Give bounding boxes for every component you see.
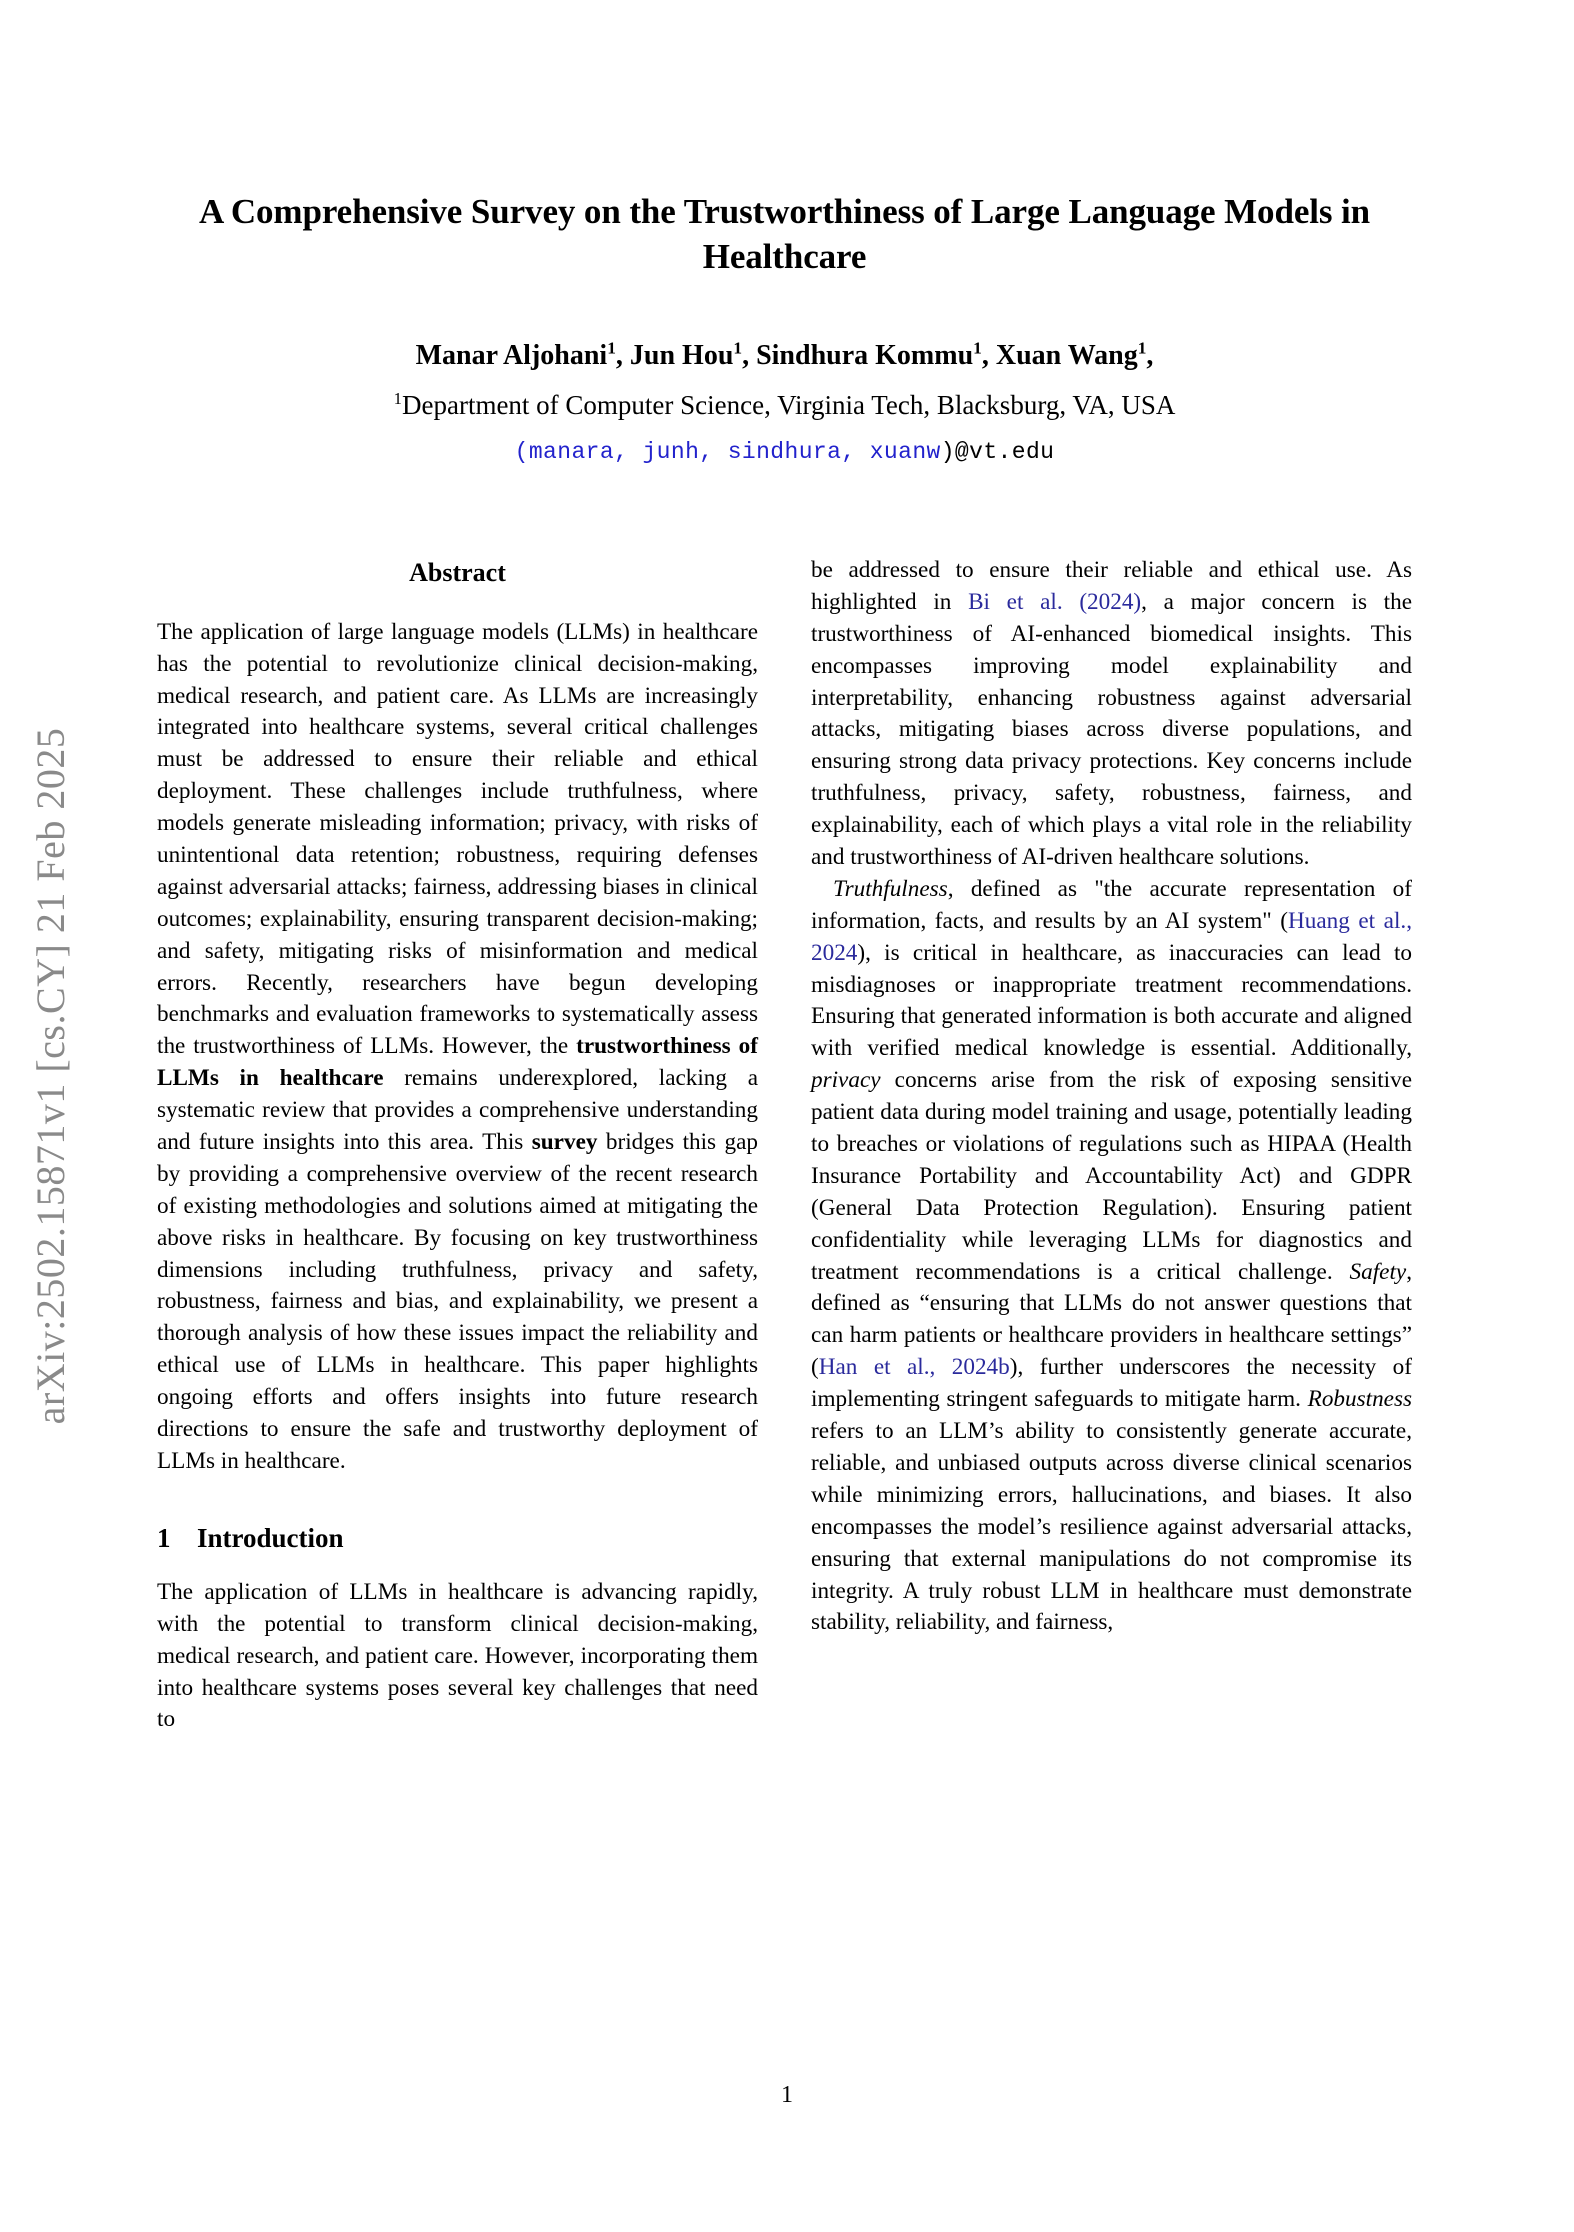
abstract-heading: Abstract: [409, 558, 506, 587]
email-user-3[interactable]: sindhura: [727, 439, 842, 466]
right-column: [811, 555, 1412, 1736]
right-paragraph-2: [811, 874, 1412, 1639]
abstract-text-part-2: remains underexplored, lacking a systematic review that provides a comprehensive understanding and future insights into this area. This: [157, 1065, 758, 1155]
author-name-1: Manar Aljohani: [415, 339, 608, 371]
affiliation-marker: 1: [393, 388, 402, 408]
right-p2-text-c: concerns arise from the risk of exposing sensitive patient data during model training and usage, potentially leading to breaches or violations of regulations such as HIPAA (Health Insurance Portability and Accountability Act) and GDPR (General Data Protection Regulation). Ensuring patient confidentiality while leveraging LLMs for diagnostics and treatment recommendations is a critical challenge.: [811, 1067, 1412, 1285]
author-name-4: Xuan Wang: [995, 339, 1138, 371]
email-user-1[interactable]: manara: [528, 439, 615, 466]
author-name-2: Jun Hou: [629, 339, 734, 371]
right-p2-text-d: , defined as “ensuring that LLMs do not answer questions that can harm patients or healthcare providers in healthcare settings” (: [811, 1258, 1412, 1381]
email-separator-2: ,: [699, 439, 728, 466]
right-p1-text-b: , a major concern is the trustworthiness of AI-enhanced biomedical insights. This encompasses improving model explainability and interpretability, enhancing robustness against adversarial attacks, mitigating biases across diverse populations, and ensuring strong data privacy protections. Key concerns include truthfulness, privacy, safety, robustness, fairness, and explainability, each of which plays a vital role in the reliability and trustworthiness of AI-driven healthcare solutions.: [811, 588, 1412, 871]
email-domain: )@vt.edu: [940, 439, 1055, 466]
term-safety: Safety: [1349, 1258, 1407, 1285]
affiliation: [157, 388, 1412, 423]
right-p1-text-a: be addressed to ensure their reliable and ethical use. As highlighted in: [811, 557, 1412, 615]
citation-huang-2024[interactable]: Huang et al., 2024: [811, 907, 1412, 966]
email-line: [157, 439, 1412, 465]
term-truthfulness: Truthfulness: [833, 875, 948, 902]
author-name-3: Sindhura Kommu: [756, 339, 974, 371]
arxiv-stamp-text: arXiv:2502.15871v1 [cs.CY] 21 Feb 2025: [27, 727, 73, 1425]
section-heading-introduction: [157, 1520, 758, 1557]
author-affil-marker-4: 1: [1137, 338, 1147, 358]
right-p2-text-b: ), is critical in healthcare, as inaccuracies can lead to misdiagnoses or inappropriate treatment recommendations. Ensuring that generated information is both accurate and aligned with verified medical knowledge is essential. Additionally,: [811, 939, 1412, 1062]
affiliation-text: Department of Computer Science, Virginia Tech, Blacksburg, VA, USA: [401, 389, 1176, 420]
section-number: 1: [157, 1522, 171, 1553]
email-separator-1: ,: [614, 439, 643, 466]
left-column: [157, 555, 758, 1736]
author-affil-marker-3: 1: [973, 338, 982, 358]
right-p2-text-a: , defined as "the accurate representation of information, facts, and results by an AI system" (: [811, 875, 1412, 934]
term-robustness: Robustness: [1307, 1386, 1412, 1413]
author-list: Manar Aljohani$^1$, Jun Hou$^1$, Sindhura Kommu$^1$, Xuan Wang$^1$,: [415, 338, 1154, 371]
citation-han-2024b[interactable]: Han et al., 2024b: [818, 1354, 1010, 1381]
email-user-2[interactable]: junh: [642, 439, 700, 466]
arxiv-stamp: [0, 0, 100, 2232]
page-number: 1: [781, 2082, 793, 2108]
right-p2-text-e: ), further underscores the necessity of implementing stringent safeguards to mitigate harm.: [811, 1354, 1412, 1413]
right-p2-text-f: refers to an LLM’s ability to consistently generate accurate, reliable, and unbiased outputs across diverse clinical scenarios while minimizing errors, hallucinations, and biases. It also encompasses the model’s resilience against adversarial attacks, ensuring that external manipulations do not compromise its integrity. A truly robust LLM in healthcare must demonstrate stability, reliability, and fairness,: [811, 1418, 1412, 1636]
abstract-paragraph: [157, 617, 758, 1478]
title-block: [157, 190, 1412, 465]
email-open-paren: (: [514, 439, 529, 466]
abstract-bold-2: survey: [531, 1129, 598, 1155]
page-title: A Comprehensive Survey on the Trustworthiness of Large Language Models in Healthcare: [198, 192, 1371, 276]
email-user-4[interactable]: xuanw: [869, 439, 941, 466]
body-columns: [157, 555, 1412, 1736]
email-separator-3: ,: [841, 439, 870, 466]
abstract-text-part-3: bridges this gap by providing a comprehensive overview of the recent research of existing methodologies and solutions aimed at mitigating the above risks in healthcare. By focusing on key trustworthiness dimensions including truthfulness, privacy and safety, robustness, fairness and bias, and explainability, we present a thorough analysis of how these issues impact the reliability and ethical use of LLMs in healthcare. This paper highlights ongoing efforts and offers insights into future research directions to ensure the safe and trustworthy deployment of LLMs in healthcare.: [157, 1129, 758, 1474]
author-affil-marker-2: 1: [733, 338, 743, 358]
citation-bi-2024[interactable]: Bi et al. (2024): [968, 588, 1142, 615]
abstract-bold-1: trustworthiness of LLMs in healthcare: [157, 1033, 758, 1092]
abstract-text-part-1: The application of large language models (LLMs) in healthcare has the potential to revolutionize clinical decision-making, medical research, and patient care. As LLMs are increasingly integrated into healthcare systems, several critical challenges must be addressed to ensure their reliable and ethical deployment. These challenges include truthfulness, where models generate misleading information; privacy, with risks of unintentional data retention; robustness, requiring defenses against adversarial attacks; fairness, addressing biases in clinical outcomes; explainability, ensuring transparent decision-making; and safety, mitigating risks of misinformation and medical errors. Recently, researchers have begun developing benchmarks and evaluation frameworks to systematically assess the trustworthiness of LLMs. However, the: [157, 618, 758, 1060]
term-privacy: privacy: [811, 1067, 881, 1094]
introduction-paragraph-1: The application of LLMs in healthcare is advancing rapidly, with the potential to transform clinical decision-making, medical research, and patient care. However, incorporating them into healthcare systems poses several key challenges that need to: [157, 1578, 758, 1733]
author-affil-marker-1: 1: [607, 338, 616, 358]
section-title: Introduction: [197, 1522, 344, 1553]
right-paragraph-1: [811, 555, 1412, 874]
